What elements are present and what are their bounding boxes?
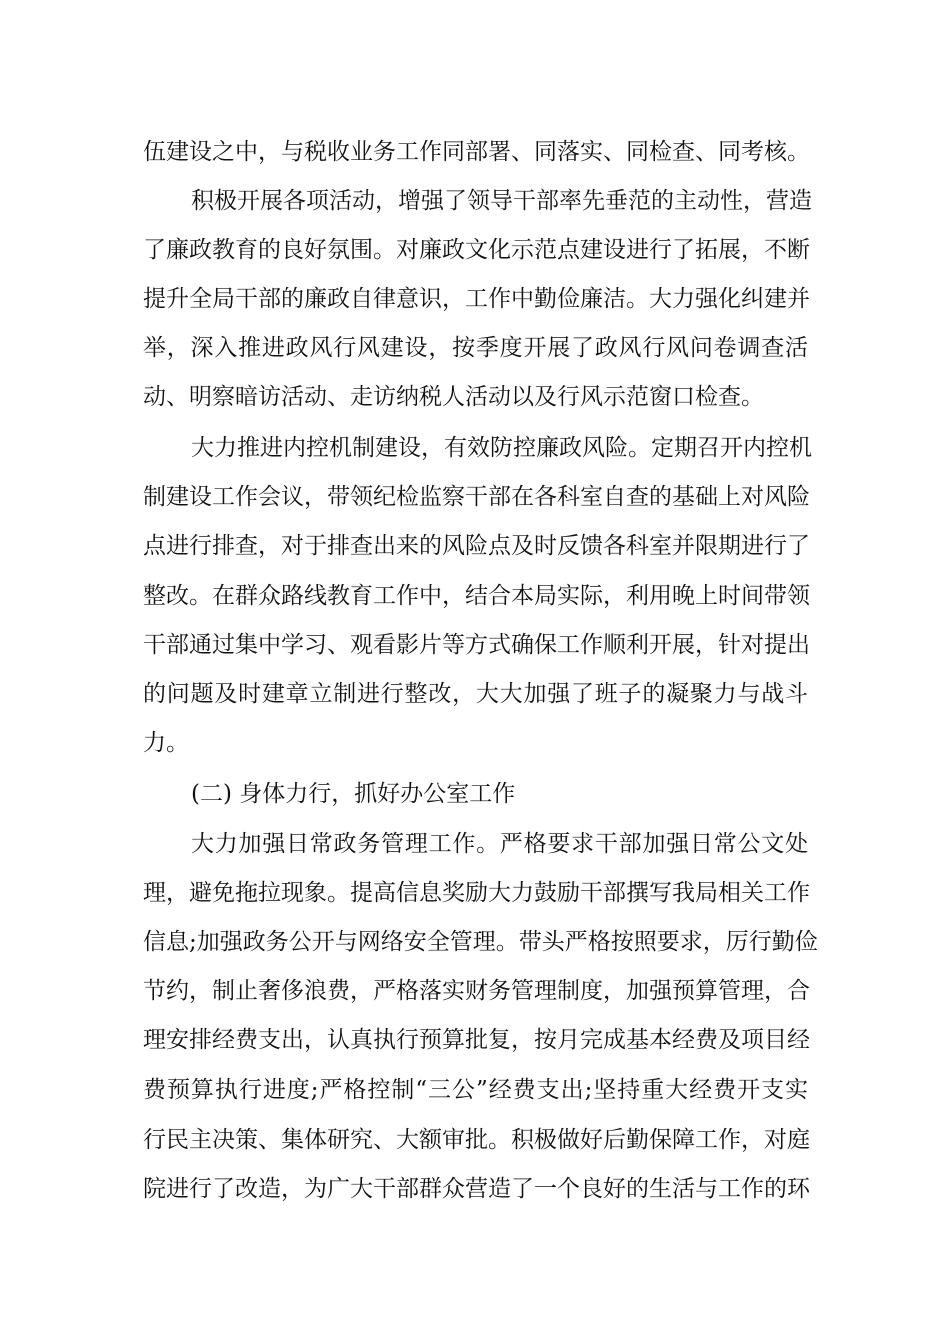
text-line: 干部通过集中学习、观看影片等方式确保工作顺利开展，针对提出 xyxy=(143,632,810,658)
text-line: 信息;加强政务公开与网络安全管理。带头严格按照要求，厉行勤俭 xyxy=(143,929,818,955)
text-line: 整改。在群众路线教育工作中，结合本局实际，利用晚上时间带领 xyxy=(143,583,810,609)
text-line: 举，深入推进政风行风建设，按季度开展了政风行风问卷调查活 xyxy=(143,335,808,361)
text-line: 力。 xyxy=(143,730,189,756)
text-line: 大力推进内控机制建设，有效防控廉政风险。定期召开内控机 xyxy=(191,435,812,461)
text-line: 理安排经费支出，认真执行预算批复，按月完成基本经费及项目经 xyxy=(143,1027,810,1053)
text-line: 伍建设之中，与税收业务工作同部署、同落实、同检查、同考核。 xyxy=(143,139,810,165)
text-line: 积极开展各项活动，增强了领导干部率先垂范的主动性，营造 xyxy=(191,188,812,214)
text-line: 点进行排查，对于排查出来的风险点及时反馈各科室并限期进行了 xyxy=(143,533,810,559)
text-line: 提升全局干部的廉政自律意识，工作中勤俭廉洁。大力强化纠建并 xyxy=(143,286,810,312)
text-line: 制建设工作会议，带领纪检监察干部在各科室自查的基础上对风险 xyxy=(143,484,810,510)
text-line: 的问题及时建章立制进行整改，大大加强了班子的凝聚力与战斗 xyxy=(143,681,808,707)
text-line: 节约，制止奢侈浪费，严格落实财务管理制度，加强预算管理，合 xyxy=(143,978,810,1004)
text-line: 大力加强日常政务管理工作。严格要求干部加强日常公文处 xyxy=(191,831,808,857)
text-line: 了廉政教育的良好氛围。对廉政文化示范点建设进行了拓展，不断 xyxy=(143,237,810,263)
text-line: 行民主决策、集体研究、大额审批。积极做好后勤保障工作，对庭 xyxy=(143,1127,810,1153)
text-line: 理，避免拖拉现象。提高信息奖励大力鼓励干部撰写我局相关工作 xyxy=(143,880,810,906)
text-line: 费预算执行进度;严格控制“三公”经费支出;坚持重大经费开支实 xyxy=(143,1077,808,1103)
text-line: 院进行了改造，为广大干部群众营造了一个良好的生活与工作的环 xyxy=(143,1176,810,1202)
section-heading: (二) 身体力行，抓好办公室工作 xyxy=(191,781,516,807)
text-line: 动、明察暗访活动、走访纳税人活动以及行风示范窗口检查。 xyxy=(143,384,764,410)
